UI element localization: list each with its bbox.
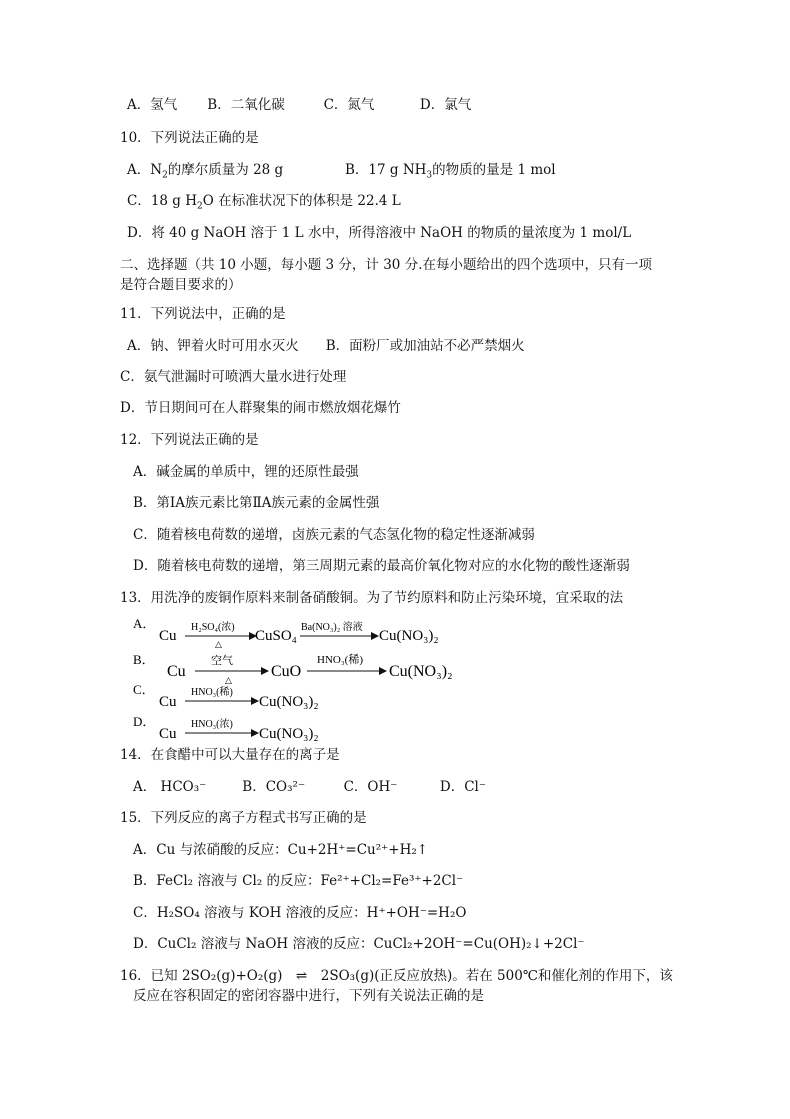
q9-option-a: A．氢气 xyxy=(127,97,178,113)
q13-stem: 13．用洗净的废铜作原料来制备硝酸铜。为了节约原料和防止污染环境，宜采取的法 xyxy=(120,590,624,606)
q14-stem: 14．在食醋中可以大量存在的离子是 xyxy=(120,747,340,763)
section2-heading-line1: 二、选择题（共 10 小题，每小题 3 分，计 30 分.在每小题给出的四个选项中，只有一项 xyxy=(120,257,652,273)
section2-heading-line2: 是符合题目要求的） xyxy=(120,277,242,293)
q13-d-product: Cu(NO₃)₂ xyxy=(259,726,319,742)
q9-option-b: B．二氧化碳 xyxy=(207,97,285,113)
q12-option-a: A．碱金属的单质中，锂的还原性最强 xyxy=(133,464,359,480)
q10-option-c: C．18 g $H_2O$ 在标准状况下的体积是 22.4 L xyxy=(127,193,401,212)
q13-a-reagent2: Ba(NO₃)₂ 溶液 xyxy=(301,622,363,633)
q11-options-ab: A．钠、钾着火时可用水灭火 B．面粉厂或加油站不必严禁烟火 xyxy=(127,338,525,354)
q15-option-b: B．FeCl₂ 溶液与 Cl₂ 的反应：Fe²⁺+Cl₂=Fe³⁺+2Cl⁻ xyxy=(133,873,464,889)
q15-option-d: D．CuCl₂ 溶液与 NaOH 溶液的反应：CuCl₂+2OH⁻=Cu(OH)₂↓+2Cl⁻ xyxy=(133,936,585,952)
q13-a-product: Cu(NO₃)₂ xyxy=(379,628,439,644)
q10-stem: 10．下列说法正确的是 xyxy=(120,130,259,146)
q13-label-b: B． xyxy=(133,652,155,667)
q9-option-d: D．氯气 xyxy=(419,97,472,113)
q13-d-reagent: HNO₃(浓) xyxy=(191,719,233,730)
q12-stem: 12．下列说法正确的是 xyxy=(120,432,259,448)
q14-option-b: B．CO₃²⁻ xyxy=(242,779,306,795)
q13-label-c: C． xyxy=(133,682,155,697)
q13-scheme-a xyxy=(133,618,463,654)
q14-option-c: C．OH⁻ xyxy=(343,779,398,795)
q15-stem: 15．下列反应的离子方程式书写正确的是 xyxy=(120,810,367,826)
q16-stem-line2: 反应在容积固定的密闭容器中进行，下列有关说法正确的是 xyxy=(133,988,484,1004)
q14-option-d: D．Cl⁻ xyxy=(439,779,486,795)
q11-option-c: C．氨气泄漏时可喷洒大量水进行处理 xyxy=(120,369,347,385)
q13-scheme-c xyxy=(133,682,363,716)
q13-b-cuo: CuO xyxy=(271,663,302,680)
q13-a-reagent1: H₂SO₄(浓) xyxy=(191,622,235,633)
q11-option-d: D．节日期间可在人群聚集的闹市燃放烟花爆竹 xyxy=(120,400,401,416)
q13-b-product: Cu(NO₃)₂ xyxy=(389,663,453,680)
q13-b-reagent1: 空气 xyxy=(211,655,233,667)
q13-b-cu: Cu xyxy=(167,663,186,680)
q10-option-a: A．$N_2$的摩尔质量为 28 g xyxy=(127,162,284,181)
q14-options xyxy=(133,778,486,796)
q12-option-b: B．第ⅠA族元素比第ⅡA族元素的金属性强 xyxy=(133,495,380,511)
q13-b-condition: △ xyxy=(225,675,232,685)
q13-a-cu: Cu xyxy=(159,628,177,644)
q13-a-cuso4: CuSO₄ xyxy=(255,628,297,644)
q13-c-cu: Cu xyxy=(159,694,177,710)
q16-stem-line1: 16．已知 2SO₂(g)+O₂(g) ⇌ 2SO₃(g)(正反应放热)。若在 500℃和催化剂的作用下，该 xyxy=(120,968,673,984)
q14-option-a: A． HCO₃⁻ xyxy=(133,779,207,795)
q13-b-reagent2: HNO₃(稀) xyxy=(317,654,363,666)
q13-label-d: D． xyxy=(133,714,156,729)
q10-option-d: D．将 40 g NaOH 溶于 1 L 水中，所得溶液中 NaOH 的物质的量浓度为 1 mol/L xyxy=(127,225,632,241)
q12-option-d: D．随着核电荷数的递增，第三周期元素的最高价氧化物对应的水化物的酸性逐渐弱 xyxy=(133,558,630,574)
q13-a-condition: △ xyxy=(215,639,222,649)
q13-label-a: A． xyxy=(133,618,156,631)
q13-c-product: Cu(NO₃)₂ xyxy=(259,694,319,710)
q13-d-cu: Cu xyxy=(159,726,177,742)
q9-option-c: C．氮气 xyxy=(323,97,375,113)
q9-options xyxy=(127,96,471,114)
q13-c-reagent: HNO₃(稀) xyxy=(191,687,233,698)
q15-option-a: A．Cu 与浓硝酸的反应：Cu+2H⁺=Cu²⁺+H₂↑ xyxy=(133,842,429,858)
q11-stem: 11．下列说法中，正确的是 xyxy=(120,306,286,322)
q13-scheme-d xyxy=(133,714,363,748)
q15-option-c: C．H₂SO₄ 溶液与 KOH 溶液的反应：H⁺+OH⁻=H₂O xyxy=(133,905,467,921)
q10-option-b: B．17 g $NH_3$的物质的量是 1 mol xyxy=(345,162,556,181)
q12-option-c: C．随着核电荷数的递增，卤族元素的气态氢化物的稳定性逐渐减弱 xyxy=(133,527,535,543)
